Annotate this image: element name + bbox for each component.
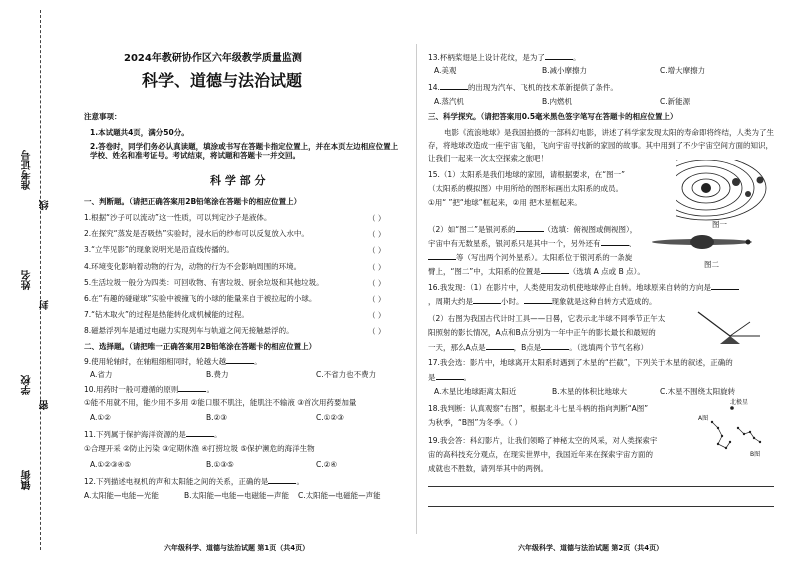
q10-items: ①能不用就不用，能少用不多用 ②能口服不肌注，能肌注不输液 ③首次用药要加量 [84, 398, 357, 407]
figure-2-caption: 图二 [704, 260, 719, 269]
q17-opt-a: A.木星比地球距离太阳近 [434, 387, 517, 396]
notice-1: 1.本试题共4页，满分50分。 [90, 128, 189, 137]
figure-1-caption: 图一 [712, 220, 727, 229]
section-title: 科 学 部 分 [210, 174, 266, 187]
q19-answer-line-2[interactable] [428, 506, 774, 507]
q11-opt-b: B.①③⑤ [206, 460, 234, 469]
seal-line [40, 10, 41, 550]
page-one-footer: 六年级科学、道德与法治试题 第1页（共4页） [164, 544, 310, 552]
q15-line-d: （2）如“图二”是银河系的 （选填：俯视图或侧视图）， [428, 225, 638, 234]
q16-blank-3[interactable] [524, 296, 552, 304]
q16-line-e: 一天，那么A点是 ，B点是 。（选填两个节气名称） [428, 343, 649, 352]
q16-line-c: （2）右图为我国古代计时工具——日晷，它表示北半球不同季节正午太 [428, 314, 666, 323]
q13-text: 13.杯柄桨翅是上设计花纹，是为了 。 [428, 53, 581, 62]
judge-5: 5.生活垃圾一般分为四类：可回收物、有害垃圾、厨余垃圾和其他垃圾。 [84, 278, 324, 287]
q19-line-b: 宙的高科技充分观点，在现实世界中，我国近年来在探索宇宙方面的 [428, 450, 653, 459]
judge-8: 8.磁悬浮列车是通过电磁力实现列车与轨道之间无接触悬浮的。 [84, 326, 294, 335]
q15-line-c: ①用“ ”把“地球”框起来，②用 把木星框起来。 [428, 198, 582, 207]
q14-opt-b: B.内燃机 [542, 97, 573, 106]
judge-6: 6.在“有趣的碰碰球”实验中被撞飞的小球的能量来自于被拉起的小球。 [84, 294, 317, 303]
q16-line-a: 16.我发现：（1）在影片中，人类使用发动机使地球停止自转。地球原来自转的方向是 [428, 282, 739, 292]
judge-1-paren[interactable]: （ ） [368, 214, 386, 223]
label-exam-number: 准考证号 [22, 150, 33, 190]
judge-2: 2.在探究“蒸发是否吸热”实验时，浸水后的纱布可以反复放入水中。 [84, 229, 309, 238]
notice-head: 注意事项： [84, 112, 122, 121]
label-name: 姓名 [22, 270, 33, 290]
q15-blank-4[interactable] [541, 266, 569, 274]
q15-line-f: 等（写出两个河外星系）。太阳系位于银河系的一条旋 [428, 252, 632, 262]
q13-blank[interactable] [545, 52, 573, 60]
q19-line-a: 19.我会答：科幻影片，让我们领略了神秘太空的风采，对人类探索宇 [428, 436, 658, 445]
q17-opt-c: C.木星不围绕太阳旋转 [660, 387, 736, 396]
q12-opt-c: C.太阳能—电磁能—声能 [298, 491, 381, 500]
q13-opt-a: A.美观 [434, 66, 457, 75]
q17-line-b: 是 。 [428, 373, 471, 382]
fig3-label-b: B图 [750, 451, 761, 458]
label-school: 学校 [22, 375, 33, 395]
q10-opt-b: B.②③ [206, 413, 227, 422]
q9-text: 9.使用轮轴时，在轴粗细相同时，轮越大越 。 [84, 357, 262, 366]
q11-items: ①合理开采 ②防止污染 ③定期休渔 ④打捞垃圾 ⑤保护濒危的海洋生物 [84, 444, 315, 453]
judge-1: 1.根据“沙子可以流动”这一性质，可以判定沙子是液体。 [84, 213, 272, 222]
q12-text: 12.下列描述电视机的声和太阳能之间的关系，正确的是 。 [84, 477, 304, 486]
q16-line-b: ，周期大约是 小时。 现象就是这种自转方式造成的。 [428, 297, 657, 306]
label-town: 镇街 [22, 470, 33, 490]
q16-blank-1[interactable] [711, 282, 739, 290]
judge-3: 3.“立竿见影”的现象说明光是沿直线传播的。 [84, 245, 234, 254]
q9-opt-c: C.不省力也不费力 [316, 370, 377, 379]
q15-line-a: 15.（1）太阳系是我们地球的家园，请根据要求，在“图一” [428, 170, 625, 179]
q9-opt-a: A.省力 [90, 370, 113, 379]
q16-blank-5[interactable] [541, 342, 569, 350]
figure-sundial [690, 306, 766, 350]
judge-2-paren[interactable]: （ ） [368, 230, 386, 239]
q15-blank-2[interactable] [601, 238, 629, 246]
q14-blank[interactable] [440, 82, 468, 90]
judge-8-paren[interactable]: （ ） [368, 327, 386, 336]
q19-line-c: 成就也不胜数，请列举其中的两例。 [428, 464, 548, 473]
q11-opt-a: A.①②③④⑤ [90, 460, 132, 469]
q10-blank[interactable] [178, 384, 206, 392]
judge-7-paren[interactable]: （ ） [368, 311, 386, 320]
notice-2: 2.答卷时，同学们务必认真读题，填涂或书写在答题卡指定位置上，并在本页左边相应位置上学校、姓名和准考证号。考试结束，将试题和答题卡一并交回。 [90, 142, 399, 160]
q15-line-e: 宇宙中有无数星系，银河系只是其中一个，另外还有 、 [428, 239, 636, 248]
q12-opt-b: B.太阳能—电能—电磁能—声能 [184, 491, 290, 500]
q17-line-a: 17.我会选：影片中，地球离开太阳系时遇到了木星的“拦截”，下列关于木星的叙述，正确的 [428, 358, 733, 367]
page-two [428, 0, 778, 561]
q18-line-b: 为秋季，“B图”为冬季。（ ） [428, 418, 523, 427]
q17-blank[interactable] [436, 372, 464, 380]
q14-text: 14. 的出现为汽车、飞机的技术革新提供了条件。 [428, 83, 618, 92]
q9-opt-b: B.费力 [206, 370, 229, 379]
choice-head: 二、选择题。（请把唯一正确答案用2B铅笔涂在答题卡的相应位置上） [84, 342, 317, 351]
fig3-label-a: A图 [698, 415, 709, 422]
judge-4-paren[interactable]: （ ） [368, 263, 386, 272]
q13-opt-b: B.减小摩擦力 [542, 66, 588, 75]
q15-line-b: （太阳系的模拟图）中用所给的图形标画出太阳系的成员。 [428, 184, 623, 193]
binding-margin [0, 0, 62, 561]
label-seal: 封 [40, 300, 51, 310]
judge-head: 一、判断题。（请把正确答案用2B铅笔涂在答题卡的相应位置上） [84, 197, 302, 206]
q18-line-a: 18.我判断：认真观察“右图”，根据北斗七星斗柄的指向判断“A图” [428, 404, 649, 413]
q12-opt-a: A.太阳能—电能—光能 [84, 491, 159, 500]
q19-answer-line-1[interactable] [428, 486, 774, 487]
label-line: 线 [40, 200, 51, 210]
q16-blank-2[interactable] [473, 296, 501, 304]
subject-title: 科学、道德与法治试题 [142, 71, 303, 90]
q14-opt-a: A.蒸汽机 [434, 97, 464, 106]
judge-7: 7.“钻木取火”的过程是热能转化成机械能的过程。 [84, 310, 249, 319]
q17-opt-b: B.木星的体积比地球大 [552, 387, 628, 396]
q16-blank-4[interactable] [486, 342, 514, 350]
q11-blank[interactable] [186, 429, 214, 437]
q15-blank-3[interactable] [428, 252, 456, 260]
q10-opt-a: A.①② [90, 413, 111, 422]
explore-head: 三、科学探究。（请把答案用0.5毫米黑色签字笔写在答题卡的相应位置上） [428, 112, 678, 121]
label-secret: 密 [40, 400, 51, 410]
fig3-north-star: 北极星 [730, 399, 749, 406]
page-one [84, 0, 404, 561]
exam-title: 2024年教研协作区六年级教学质量监测 [124, 53, 302, 64]
intro-paragraph: 电影《流浪地球》是我国拍摄的一部科幻电影，讲述了科学家发现太阳的寿命即将终结，人类为了生存，将地球改造成一座宇宙飞船，飞向宇宙寻找新的家园的故事。其中用到了不少宇宙空间方面的知识，让我们一起来一次太空探索之旅吧！ [428, 128, 774, 163]
q14-opt-c: C.新能源 [660, 97, 691, 106]
q11-opt-c: C.②④ [316, 460, 338, 469]
judge-5-paren[interactable]: （ ） [368, 279, 386, 288]
page-divider [416, 44, 417, 534]
q15-line-g: 臂上，“图二”中，太阳系的位置是 （选填 A 点或 B 点）。 [428, 267, 645, 276]
q9-blank[interactable] [226, 356, 254, 364]
judge-3-paren[interactable]: （ ） [368, 246, 386, 255]
q16-line-d: 阳照射的影长情况，A点和B点分别为一年中正午的影长最长和最短的 [428, 328, 656, 337]
q15-blank-1[interactable] [516, 224, 544, 232]
q10-opt-c: C.①②③ [316, 413, 344, 422]
figure-galaxy [648, 228, 764, 258]
page-two-footer: 六年级科学、道德与法治试题 第2页（共4页） [518, 544, 664, 552]
judge-4: 4.环境变化影响着动物的行为，动物的行为不会影响周围的环境。 [84, 262, 302, 271]
q13-opt-c: C.增大摩擦力 [660, 66, 706, 75]
figure-solar-system [676, 160, 776, 222]
q10-text: 10.用药时一般可遵循的原则 。 [84, 385, 214, 394]
q11-text: 11.下列属于保护海洋资源的是 。 [84, 430, 222, 439]
q12-blank[interactable] [268, 476, 296, 484]
judge-6-paren[interactable]: （ ） [368, 295, 386, 304]
